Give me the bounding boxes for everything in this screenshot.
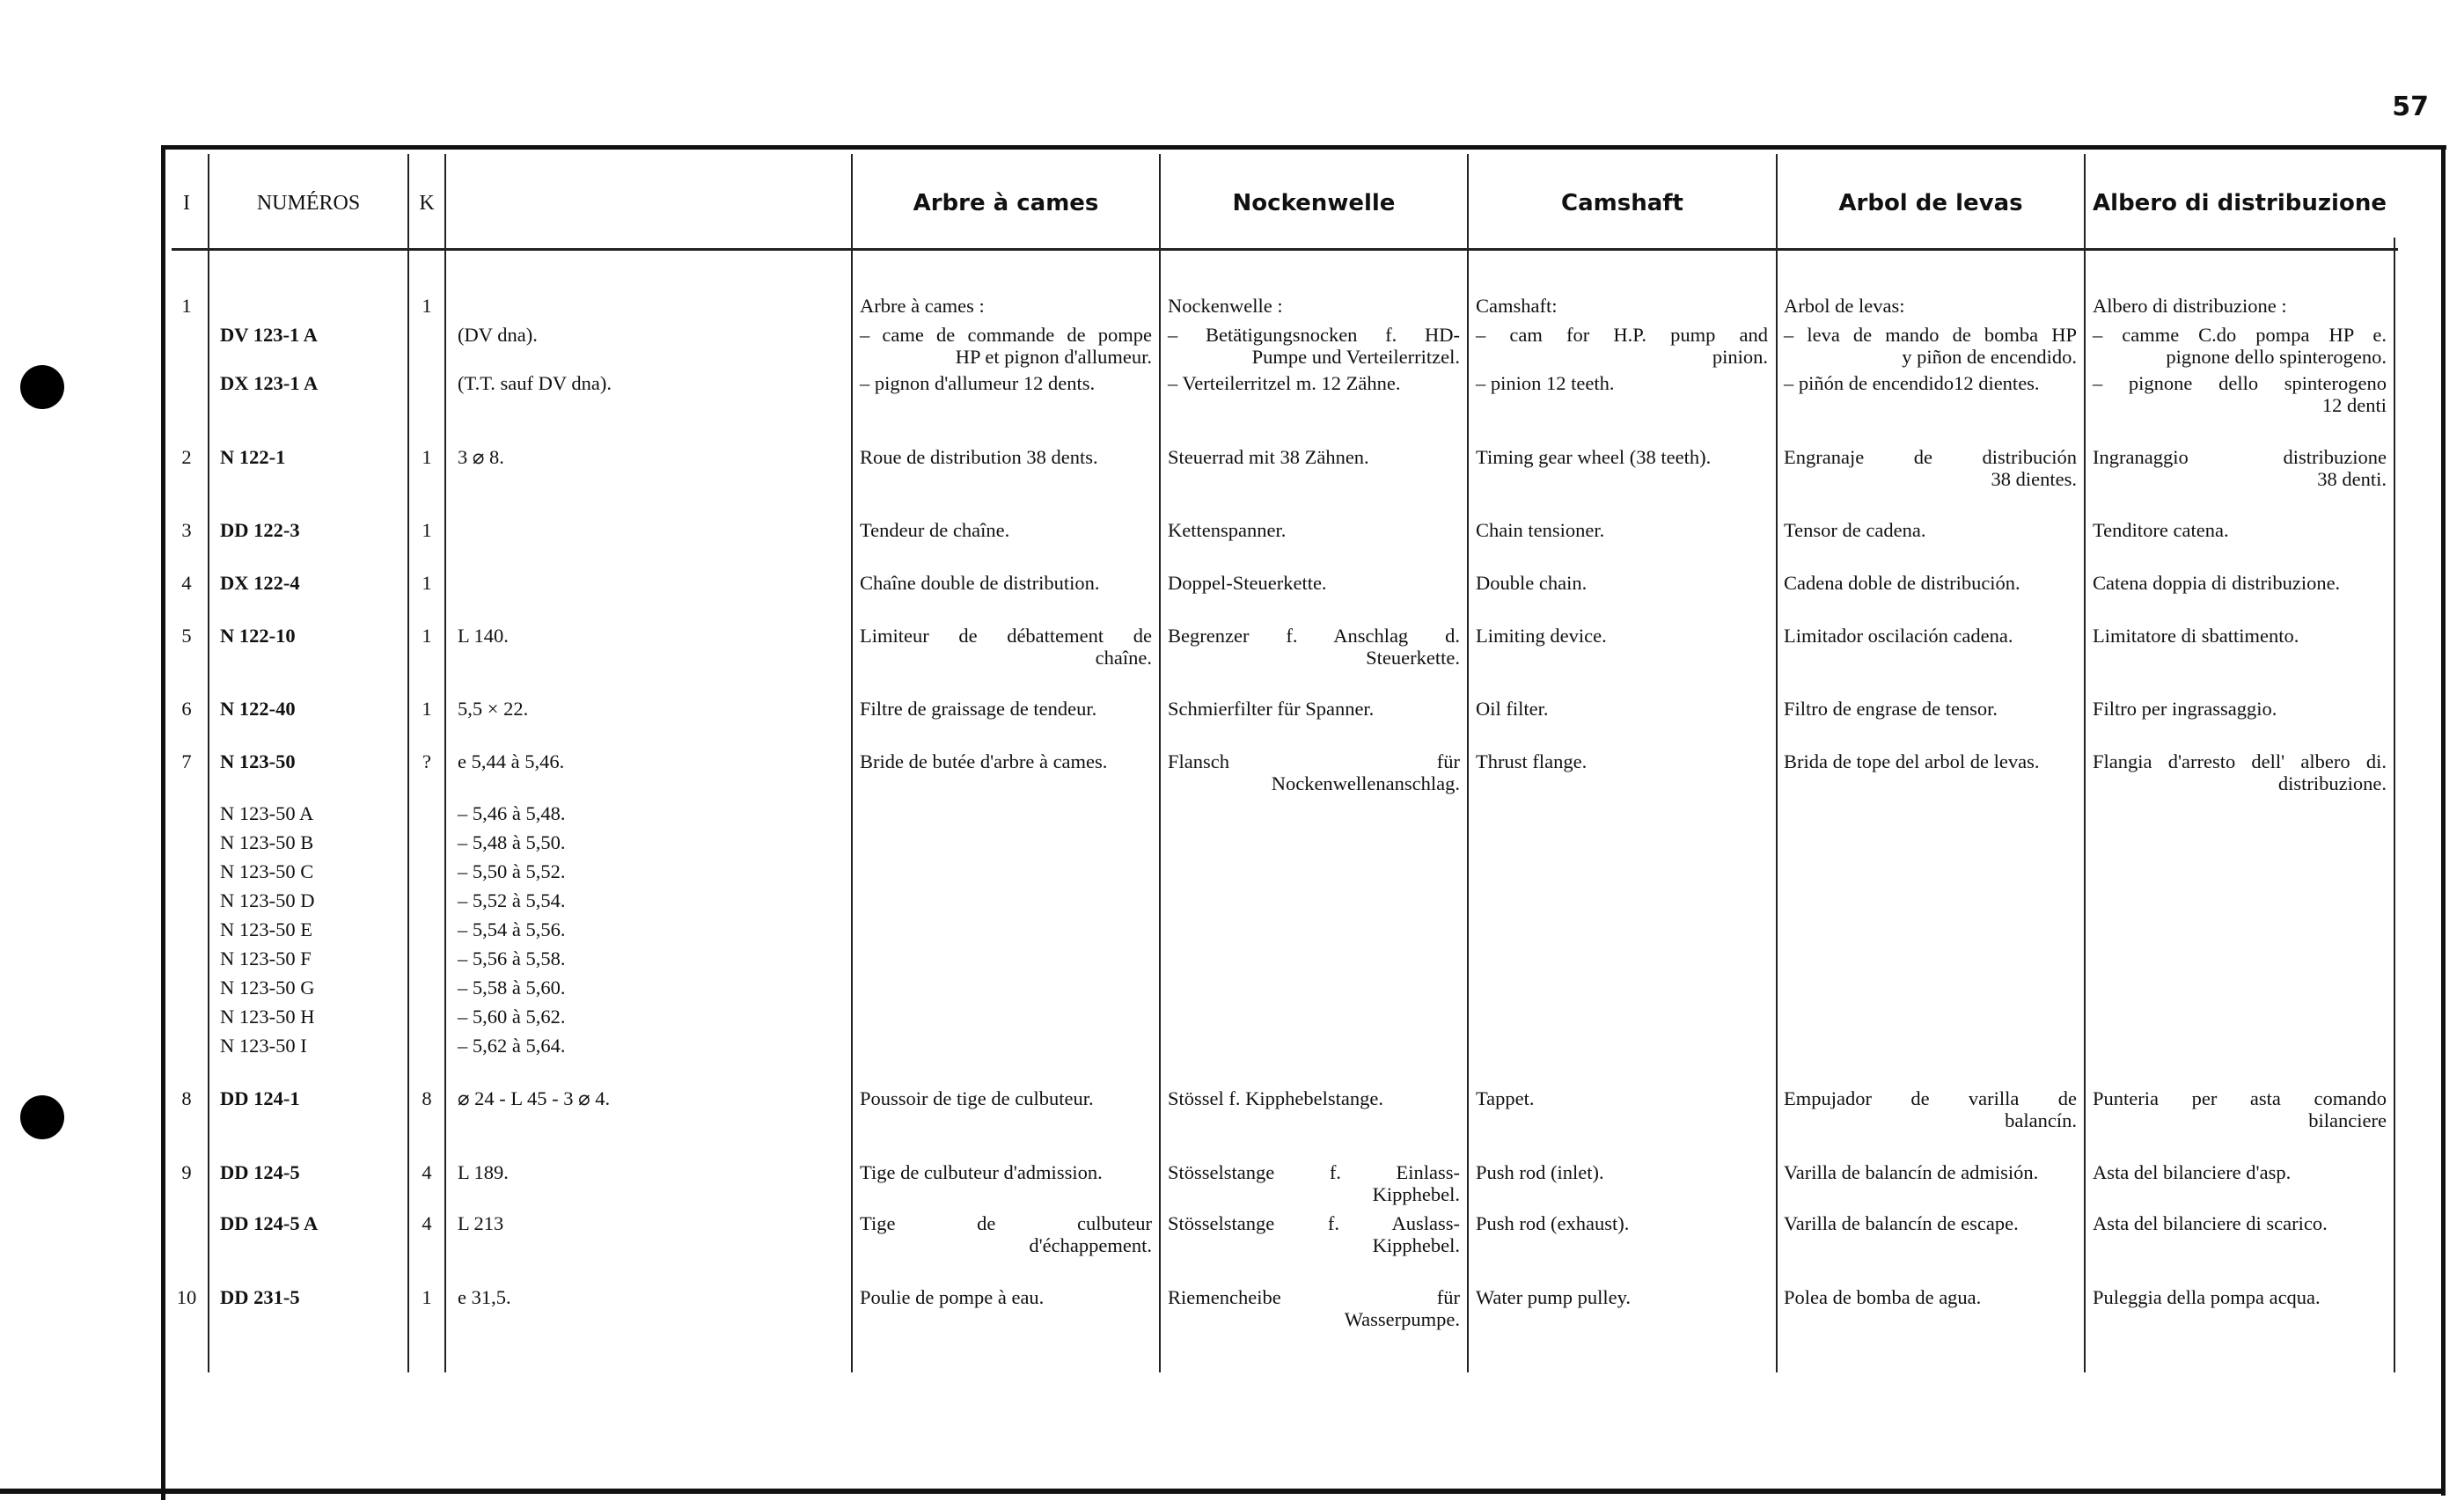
cell-k: 1	[422, 519, 432, 541]
cell-line: Catena doppia di distribuzione.	[2093, 572, 2341, 594]
cell-line: 12 denti	[2321, 394, 2387, 416]
cell-i: 8	[181, 1087, 192, 1109]
cell-line: – pignone dello spinterogeno	[2093, 372, 2387, 394]
cell-k: 1	[422, 625, 432, 647]
variant-number: N 123-50 I	[220, 1035, 307, 1057]
column-rule	[851, 154, 853, 1372]
cell-es	[1784, 572, 2077, 594]
column-rule	[2394, 238, 2395, 1372]
cell-line: Limiteur de débattement de	[860, 625, 1152, 647]
cell-spec: 3 ⌀ 8.	[458, 446, 504, 468]
cell-spec: 5,5 × 22.	[458, 698, 529, 720]
cell-line: Arbol de levas:	[1784, 295, 1905, 317]
page-bottom-rule	[0, 1489, 2446, 1494]
cell-line: Tige de culbuteur d'admission.	[860, 1161, 1103, 1183]
cell-it	[2093, 1087, 2387, 1131]
cell-i: 4	[181, 572, 192, 594]
variant-number: N 123-50 D	[220, 889, 315, 911]
cell-fr	[860, 1212, 1152, 1256]
cell-line: Punteria per asta comando	[2093, 1087, 2387, 1109]
cell-line: balancín.	[2005, 1109, 2077, 1131]
cell-num: N 122-40	[220, 698, 296, 720]
cell-k: 1	[422, 572, 432, 594]
cell-line: Water pump pulley.	[1476, 1286, 1632, 1308]
cell-line: d'échappement.	[1029, 1234, 1152, 1256]
cell-line: Chain tensioner.	[1476, 519, 1605, 541]
cell-fr	[860, 572, 1152, 594]
cell-line: Brida de tope del arbol de levas.	[1784, 750, 2040, 772]
cell-line: Stösselstange f. Auslass-	[1168, 1212, 1460, 1234]
cell-line: Pumpe und Verteilerritzel.	[1251, 346, 1460, 368]
cell-line: Steuerrad mit 38 Zähnen.	[1168, 446, 1369, 468]
cell-line: Flangia d'arresto dell' albero di.	[2093, 750, 2387, 772]
cell-line: Empujador de varilla de	[1784, 1087, 2077, 1109]
cell-it	[2093, 1161, 2387, 1183]
cell-en	[1476, 572, 1768, 594]
cell-es	[1784, 519, 2077, 541]
cell-line: – came de commande de pompe	[860, 324, 1152, 346]
binder-hole-bottom	[20, 1095, 64, 1139]
cell-en	[1476, 372, 1768, 394]
cell-it	[2093, 625, 2387, 647]
cell-line: Nockenwellenanschlag.	[1271, 772, 1460, 794]
cell-de	[1168, 698, 1460, 720]
cell-line: Chaîne double de distribution.	[860, 572, 1100, 594]
cell-fr	[860, 372, 1152, 394]
cell-line: Tensor de cadena.	[1784, 519, 1926, 541]
cell-en	[1476, 698, 1768, 720]
cell-line: pignone dello spinterogeno.	[2166, 346, 2387, 368]
cell-i: 7	[181, 750, 192, 772]
column-rule	[444, 154, 446, 1372]
cell-en	[1476, 625, 1768, 647]
cell-it	[2093, 572, 2387, 594]
cell-en	[1476, 324, 1768, 368]
cell-fr	[860, 1087, 1152, 1109]
header-italian: Albero di distribuzione	[2093, 190, 2387, 216]
cell-spec: L 140.	[458, 625, 509, 647]
cell-es	[1784, 295, 2077, 317]
cell-line: Cadena doble de distribución.	[1784, 572, 2020, 594]
cell-es	[1784, 324, 2077, 368]
cell-i: 10	[176, 1286, 197, 1308]
cell-line: Push rod (inlet).	[1476, 1161, 1604, 1183]
cell-line: Limitatore di sbattimento.	[2093, 625, 2299, 647]
cell-de	[1168, 750, 1460, 794]
cell-line: – camme C.do pompa HP e.	[2093, 324, 2387, 346]
cell-num: DD 124-1	[220, 1087, 300, 1109]
cell-line: Timing gear wheel (38 teeth).	[1476, 446, 1712, 468]
cell-fr	[860, 519, 1152, 541]
cell-num: DD 231-5	[220, 1286, 300, 1308]
cell-num: DX 122-4	[220, 572, 300, 594]
cell-line: Puleggia della pompa acqua.	[2093, 1286, 2321, 1308]
cell-line: Thrust flange.	[1476, 750, 1588, 772]
cell-it	[2093, 446, 2387, 490]
variant-spec: – 5,62 à 5,64.	[458, 1035, 566, 1057]
header-french: Arbre à cames	[913, 190, 1099, 216]
variant-spec: – 5,58 à 5,60.	[458, 977, 566, 999]
cell-line: Oil filter.	[1476, 698, 1549, 720]
cell-i: 2	[181, 446, 192, 468]
cell-line: Varilla de balancín de admisión.	[1784, 1161, 2039, 1183]
cell-line: 38 dientes.	[1991, 468, 2077, 490]
cell-it	[2093, 372, 2387, 416]
cell-line: Limiting device.	[1476, 625, 1607, 647]
cell-de	[1168, 519, 1460, 541]
cell-line: Kipphebel.	[1372, 1234, 1460, 1256]
cell-k: 1	[422, 295, 432, 317]
variant-number: N 123-50 B	[220, 831, 314, 853]
cell-en	[1476, 1286, 1768, 1308]
cell-line: Varilla de balancín de escape.	[1784, 1212, 2019, 1234]
variant-number: N 123-50 A	[220, 802, 314, 824]
variant-number: N 123-50 F	[220, 948, 312, 970]
cell-k: 4	[422, 1212, 432, 1234]
cell-i: 3	[181, 519, 192, 541]
cell-line: Stösselstange f. Einlass-	[1168, 1161, 1460, 1183]
cell-fr	[860, 750, 1152, 772]
cell-de	[1168, 1212, 1460, 1256]
cell-line: Filtro per ingrassaggio.	[2093, 698, 2277, 720]
cell-num: N 122-10	[220, 625, 296, 647]
cell-line: Schmierfilter für Spanner.	[1168, 698, 1375, 720]
cell-line: Tendeur de chaîne.	[860, 519, 1010, 541]
column-rule	[1467, 154, 1469, 1372]
cell-line: Tenditore catena.	[2093, 519, 2229, 541]
column-rule	[208, 154, 209, 1372]
cell-line: Tige de culbuteur	[860, 1212, 1152, 1234]
cell-line: Bride de butée d'arbre à cames.	[860, 750, 1108, 772]
cell-line: – leva de mando de bomba HP	[1784, 324, 2077, 346]
variant-number: N 123-50 E	[220, 918, 312, 940]
cell-k: ?	[422, 750, 431, 772]
cell-num: DD 124-5 A	[220, 1212, 319, 1234]
cell-k: 4	[422, 1161, 432, 1183]
cell-k: 1	[422, 1286, 432, 1308]
cell-spec: (DV dna).	[458, 324, 538, 346]
cell-de	[1168, 324, 1460, 368]
cell-en	[1476, 1161, 1768, 1183]
cell-line: Kettenspanner.	[1168, 519, 1287, 541]
cell-spec: e 5,44 à 5,46.	[458, 750, 565, 772]
cell-line: Polea de bomba de agua.	[1784, 1286, 1982, 1308]
cell-en	[1476, 1087, 1768, 1109]
cell-en	[1476, 750, 1768, 772]
header-divider	[172, 248, 2398, 251]
cell-i: 5	[181, 625, 192, 647]
variant-spec: – 5,54 à 5,56.	[458, 918, 566, 940]
cell-de	[1168, 1161, 1460, 1205]
header-index: I	[183, 191, 190, 215]
cell-line: Filtre de graissage de tendeur.	[860, 698, 1097, 720]
column-rule	[2084, 154, 2086, 1372]
cell-num: N 123-50	[220, 750, 296, 772]
cell-it	[2093, 1212, 2387, 1234]
cell-line: bilanciere	[2308, 1109, 2387, 1131]
variant-spec: – 5,60 à 5,62.	[458, 1006, 566, 1028]
cell-i: 6	[181, 698, 192, 720]
cell-es	[1784, 1087, 2077, 1131]
cell-line: – pignon d'allumeur 12 dents.	[860, 372, 1096, 394]
cell-line: HP et pignon d'allumeur.	[955, 346, 1152, 368]
cell-line: Asta del bilanciere di scarico.	[2093, 1212, 2328, 1234]
cell-line: – Betätigungsnocken f. HD-	[1168, 324, 1460, 346]
variant-spec: – 5,50 à 5,52.	[458, 860, 566, 882]
cell-es	[1784, 1286, 2077, 1308]
cell-line: Nockenwelle :	[1168, 295, 1283, 317]
variant-number: N 123-50 G	[220, 977, 315, 999]
cell-i: 9	[181, 1161, 192, 1183]
cell-de	[1168, 625, 1460, 669]
cell-line: Riemencheibe für	[1168, 1286, 1460, 1308]
cell-line: Arbre à cames :	[860, 295, 985, 317]
cell-it	[2093, 295, 2387, 317]
cell-es	[1784, 1212, 2077, 1234]
cell-de	[1168, 572, 1460, 594]
cell-line: Begrenzer f. Anschlag d.	[1168, 625, 1460, 647]
cell-spec: (T.T. sauf DV dna).	[458, 372, 612, 394]
cell-spec: ⌀ 24 - L 45 - 3 ⌀ 4.	[458, 1087, 611, 1109]
variant-number: N 123-50 H	[220, 1006, 315, 1028]
cell-num: DD 122-3	[220, 519, 300, 541]
cell-line: distribuzione.	[2277, 772, 2387, 794]
cell-num: DV 123-1 A	[220, 324, 318, 346]
cell-spec: L 213	[458, 1212, 504, 1234]
cell-en	[1476, 446, 1768, 468]
cell-fr	[860, 1161, 1152, 1183]
page-number: 57	[2392, 91, 2429, 122]
cell-de	[1168, 1286, 1460, 1330]
cell-en	[1476, 1212, 1768, 1234]
cell-i: 1	[181, 295, 192, 317]
cell-es	[1784, 625, 2077, 647]
cell-de	[1168, 295, 1460, 317]
cell-line: – piñón de encendido12 dientes.	[1784, 372, 2040, 394]
column-rule	[1159, 154, 1161, 1372]
cell-fr	[860, 1286, 1152, 1308]
cell-line: Kipphebel.	[1372, 1183, 1460, 1205]
cell-spec: L 189.	[458, 1161, 509, 1183]
cell-es	[1784, 1161, 2077, 1183]
cell-line: Double chain.	[1476, 572, 1588, 594]
cell-line: Limitador oscilación cadena.	[1784, 625, 2013, 647]
cell-line: Push rod (exhaust).	[1476, 1212, 1630, 1234]
cell-fr	[860, 324, 1152, 368]
cell-line: chaîne.	[1095, 647, 1152, 669]
cell-line: Filtro de engrase de tensor.	[1784, 698, 1998, 720]
cell-line: – Verteilerritzel m. 12 Zähne.	[1168, 372, 1401, 394]
cell-line: pinion.	[1712, 346, 1768, 368]
variant-number: N 123-50 C	[220, 860, 314, 882]
header-english: Camshaft	[1561, 190, 1683, 216]
cell-es	[1784, 372, 2077, 394]
cell-num: DX 123-1 A	[220, 372, 319, 394]
cell-k: 1	[422, 446, 432, 468]
cell-k: 1	[422, 698, 432, 720]
cell-en	[1476, 519, 1768, 541]
cell-fr	[860, 295, 1152, 317]
cell-k: 8	[422, 1087, 432, 1109]
cell-fr	[860, 625, 1152, 669]
cell-spec: e 31,5.	[458, 1286, 511, 1308]
cell-line: Albero di distribuzione :	[2093, 295, 2287, 317]
cell-line: Ingranaggio distribuzione	[2093, 446, 2387, 468]
header-spanish: Arbol de levas	[1838, 190, 2023, 216]
cell-line: – cam for H.P. pump and	[1476, 324, 1768, 346]
cell-de	[1168, 1087, 1460, 1109]
cell-it	[2093, 750, 2387, 794]
variant-spec: – 5,46 à 5,48.	[458, 802, 566, 824]
header-numeros: NUMÉROS	[256, 191, 361, 215]
cell-line: 38 denti.	[2317, 468, 2387, 490]
cell-line: Wasserpumpe.	[1344, 1308, 1460, 1330]
cell-line: Poulie de pompe à eau.	[860, 1286, 1045, 1308]
variant-spec: – 5,52 à 5,54.	[458, 889, 566, 911]
cell-es	[1784, 446, 2077, 490]
cell-line: Stössel f. Kipphebelstange.	[1168, 1087, 1383, 1109]
cell-es	[1784, 698, 2077, 720]
cell-it	[2093, 519, 2387, 541]
cell-en	[1476, 295, 1768, 317]
table-frame-right-edge	[2441, 145, 2446, 1496]
column-rule	[1776, 154, 1778, 1372]
variant-spec: – 5,56 à 5,58.	[458, 948, 566, 970]
cell-it	[2093, 324, 2387, 368]
cell-num: DD 124-5	[220, 1161, 300, 1183]
cell-fr	[860, 698, 1152, 720]
cell-line: y piñon de encendido.	[1902, 346, 2077, 368]
cell-it	[2093, 698, 2387, 720]
cell-it	[2093, 1286, 2387, 1308]
cell-de	[1168, 372, 1460, 394]
cell-de	[1168, 446, 1460, 468]
cell-line: Tappet.	[1476, 1087, 1535, 1109]
cell-num: N 122-1	[220, 446, 286, 468]
cell-line: Flansch für	[1168, 750, 1460, 772]
header-german: Nockenwelle	[1232, 190, 1396, 216]
cell-line: Steuerkette.	[1366, 647, 1460, 669]
cell-line: Roue de distribution 38 dents.	[860, 446, 1098, 468]
cell-fr	[860, 446, 1152, 468]
cell-line: Engranaje de distribución	[1784, 446, 2077, 468]
cell-line: – pinion 12 teeth.	[1476, 372, 1615, 394]
cell-line: Camshaft:	[1476, 295, 1558, 317]
header-k: K	[419, 191, 435, 215]
variant-spec: – 5,48 à 5,50.	[458, 831, 566, 853]
cell-es	[1784, 750, 2077, 772]
cell-line: Doppel-Steuerkette.	[1168, 572, 1327, 594]
cell-line: Poussoir de tige de culbuteur.	[860, 1087, 1094, 1109]
binder-hole-top	[20, 365, 64, 409]
cell-line: Asta del bilanciere d'asp.	[2093, 1161, 2292, 1183]
